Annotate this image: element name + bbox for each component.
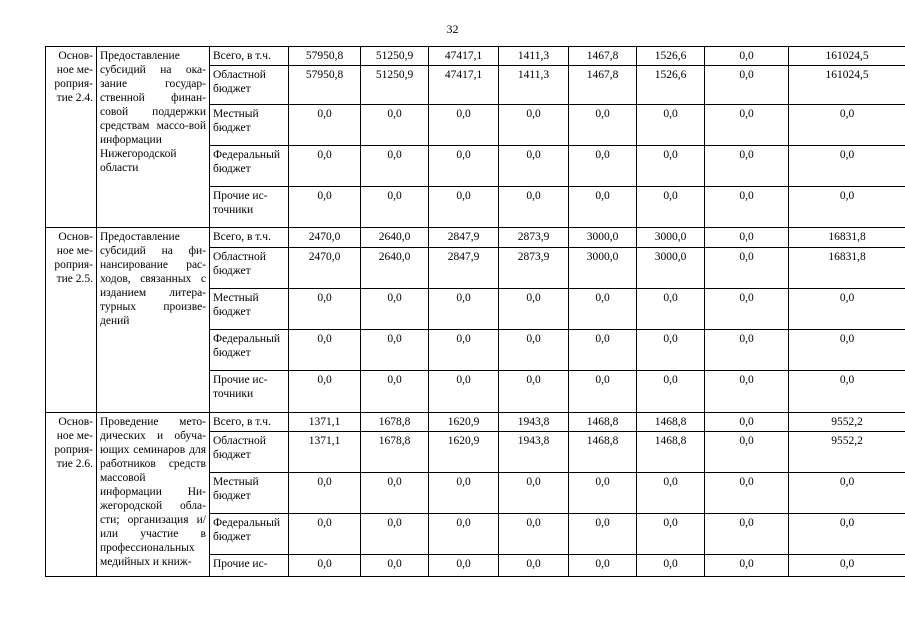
value-cell: 1467,8 (569, 47, 637, 66)
funding-source-label: Всего, в т.ч. (213, 50, 271, 62)
value-cell: 0,0 (637, 187, 705, 228)
funding-source-label: Федеральный бюджет (213, 149, 280, 175)
value-cell: 0,0 (705, 105, 789, 146)
funding-source-cell (210, 187, 289, 228)
funding-source-label: Областной бюджет (213, 435, 266, 461)
value-cell: 57950,8 (289, 47, 361, 66)
value-cell: 0,0 (429, 105, 499, 146)
value-cell: 1411,3 (499, 66, 569, 105)
value-cell: 0,0 (569, 473, 637, 514)
value-cell: 0,0 (429, 514, 499, 555)
value-cell: 0,0 (569, 146, 637, 187)
funding-source-label: Областной бюджет (213, 69, 266, 95)
value-cell: 0,0 (289, 187, 361, 228)
funding-source-cell (210, 413, 289, 432)
value-cell: 0,0 (289, 514, 361, 555)
value-cell: 9552,2 (789, 432, 905, 473)
value-cell: 0,0 (429, 289, 499, 330)
value-cell: 0,0 (499, 514, 569, 555)
table-row (46, 413, 905, 432)
value-cell: 0,0 (705, 187, 789, 228)
value-cell: 0,0 (569, 187, 637, 228)
value-cell: 2873,9 (499, 228, 569, 248)
value-cell: 2640,0 (361, 248, 429, 289)
value-cell: 2470,0 (289, 248, 361, 289)
value-cell: 0,0 (361, 289, 429, 330)
funding-source-label: Областной бюджет (213, 251, 266, 277)
funding-source-label: Федеральный бюджет (213, 517, 280, 543)
value-cell: 0,0 (789, 330, 905, 371)
value-cell: 0,0 (429, 187, 499, 228)
value-cell: 0,0 (499, 105, 569, 146)
value-cell: 0,0 (569, 105, 637, 146)
value-cell: 0,0 (499, 473, 569, 514)
value-cell: 0,0 (429, 555, 499, 577)
value-cell: 161024,5 (789, 47, 905, 66)
event-label: Основ- ное ме- роприя- тие 2.6. (54, 416, 93, 470)
funding-source-cell (210, 66, 289, 105)
event-label: Основ- ное ме- роприя- тие 2.4. (54, 50, 93, 104)
funding-source-cell (210, 473, 289, 514)
value-cell: 0,0 (705, 413, 789, 432)
value-cell: 16831,8 (789, 248, 905, 289)
value-cell: 1678,8 (361, 432, 429, 473)
value-cell: 0,0 (789, 473, 905, 514)
value-cell: 2847,9 (429, 228, 499, 248)
value-cell: 57950,8 (289, 66, 361, 105)
value-cell: 0,0 (637, 105, 705, 146)
value-cell: 0,0 (429, 146, 499, 187)
value-cell: 0,0 (637, 371, 705, 413)
value-cell: 0,0 (361, 187, 429, 228)
value-cell: 0,0 (637, 146, 705, 187)
value-cell: 51250,9 (361, 66, 429, 105)
value-cell: 0,0 (789, 371, 905, 413)
funding-source-label: Прочие ис- точники (213, 374, 268, 400)
funding-source-cell (210, 289, 289, 330)
funding-source-cell (210, 146, 289, 187)
description-cell (97, 47, 210, 228)
value-cell: 0,0 (705, 371, 789, 413)
value-cell: 0,0 (499, 371, 569, 413)
value-cell: 1943,8 (499, 413, 569, 432)
value-cell: 0,0 (637, 473, 705, 514)
value-cell: 2640,0 (361, 228, 429, 248)
value-cell: 1468,8 (637, 413, 705, 432)
value-cell: 1371,1 (289, 413, 361, 432)
value-cell: 1620,9 (429, 413, 499, 432)
value-cell: 1678,8 (361, 413, 429, 432)
value-cell: 0,0 (705, 514, 789, 555)
value-cell: 0,0 (429, 473, 499, 514)
value-cell: 0,0 (705, 146, 789, 187)
value-cell: 3000,0 (569, 228, 637, 248)
value-cell: 0,0 (429, 330, 499, 371)
funding-source-cell (210, 330, 289, 371)
funding-source-label: Федеральный бюджет (213, 333, 280, 359)
page-number: 32 (446, 22, 459, 36)
value-cell: 1526,6 (637, 47, 705, 66)
funding-source-cell (210, 514, 289, 555)
value-cell: 0,0 (289, 105, 361, 146)
value-cell: 0,0 (569, 555, 637, 577)
value-cell: 1467,8 (569, 66, 637, 105)
value-cell: 0,0 (705, 248, 789, 289)
funding-source-cell (210, 371, 289, 413)
table-row (46, 47, 905, 66)
value-cell: 2470,0 (289, 228, 361, 248)
value-cell: 1526,6 (637, 66, 705, 105)
funding-source-label: Всего, в т.ч. (213, 416, 271, 428)
description-cell (97, 228, 210, 413)
funding-source-label: Местный бюджет (213, 108, 259, 134)
value-cell: 51250,9 (361, 47, 429, 66)
value-cell: 0,0 (289, 330, 361, 371)
value-cell: 0,0 (705, 47, 789, 66)
value-cell: 2873,9 (499, 248, 569, 289)
funding-source-cell (210, 555, 289, 577)
value-cell: 9552,2 (789, 413, 905, 432)
value-cell: 0,0 (289, 473, 361, 514)
event-label: Основ- ное ме- роприя- тие 2.5. (54, 231, 93, 285)
table-row (46, 228, 905, 248)
value-cell: 0,0 (499, 146, 569, 187)
value-cell: 0,0 (289, 371, 361, 413)
value-cell: 0,0 (289, 289, 361, 330)
value-cell: 0,0 (789, 289, 905, 330)
value-cell: 0,0 (705, 555, 789, 577)
description-cell (97, 413, 210, 577)
funding-source-label: Прочие ис- (213, 558, 268, 570)
value-cell: 2847,9 (429, 248, 499, 289)
funding-source-label: Всего, в т.ч. (213, 231, 271, 243)
value-cell: 0,0 (637, 555, 705, 577)
funding-source-cell (210, 432, 289, 473)
funding-source-cell (210, 47, 289, 66)
funding-source-label: Местный бюджет (213, 292, 259, 318)
value-cell: 0,0 (705, 473, 789, 514)
value-cell: 0,0 (705, 66, 789, 105)
value-cell: 0,0 (789, 514, 905, 555)
value-cell: 0,0 (361, 105, 429, 146)
value-cell: 161024,5 (789, 66, 905, 105)
funding-source-cell (210, 248, 289, 289)
value-cell: 1411,3 (499, 47, 569, 66)
value-cell: 0,0 (569, 514, 637, 555)
value-cell: 47417,1 (429, 47, 499, 66)
value-cell: 0,0 (637, 330, 705, 371)
value-cell: 0,0 (361, 371, 429, 413)
budget-table (45, 46, 905, 577)
value-cell: 1468,8 (569, 432, 637, 473)
value-cell: 3000,0 (637, 248, 705, 289)
value-cell: 0,0 (789, 555, 905, 577)
value-cell: 0,0 (569, 330, 637, 371)
value-cell: 0,0 (289, 555, 361, 577)
value-cell: 0,0 (361, 473, 429, 514)
value-cell: 1371,1 (289, 432, 361, 473)
event-cell (46, 47, 97, 228)
event-cell (46, 413, 97, 577)
funding-source-cell (210, 105, 289, 146)
value-cell: 1620,9 (429, 432, 499, 473)
description-text: Предоставление субсидий на ока-зание государ-ственной финан-совой поддержки средствам массо-вой информации Нижегородской области (100, 50, 206, 174)
value-cell: 0,0 (499, 330, 569, 371)
value-cell: 0,0 (789, 105, 905, 146)
value-cell: 0,0 (705, 330, 789, 371)
value-cell: 0,0 (637, 514, 705, 555)
funding-source-label: Прочие ис- точники (213, 190, 268, 216)
funding-source-label: Местный бюджет (213, 476, 259, 502)
description-text: Проведение мето-дических и обуча-ющих семинаров для работников средств массовой информации Ни-жегородской обла-сти; организация и/или участие в профессиональных медийных и книж- (100, 416, 206, 568)
value-cell: 0,0 (569, 289, 637, 330)
value-cell: 0,0 (289, 146, 361, 187)
value-cell: 0,0 (705, 289, 789, 330)
value-cell: 0,0 (499, 555, 569, 577)
event-cell (46, 228, 97, 413)
description-text: Предоставление субсидий на фи-нансирование рас-ходов, связанных с изданием литера-турных произве-дений (100, 231, 206, 327)
value-cell: 0,0 (499, 289, 569, 330)
value-cell: 1468,8 (637, 432, 705, 473)
value-cell: 3000,0 (637, 228, 705, 248)
value-cell: 0,0 (361, 514, 429, 555)
value-cell: 0,0 (705, 228, 789, 248)
value-cell: 16831,8 (789, 228, 905, 248)
value-cell: 0,0 (429, 371, 499, 413)
value-cell: 0,0 (789, 146, 905, 187)
value-cell: 0,0 (361, 330, 429, 371)
value-cell: 0,0 (789, 187, 905, 228)
value-cell: 0,0 (637, 289, 705, 330)
value-cell: 3000,0 (569, 248, 637, 289)
value-cell: 47417,1 (429, 66, 499, 105)
funding-source-cell (210, 228, 289, 248)
value-cell: 0,0 (705, 432, 789, 473)
value-cell: 0,0 (361, 146, 429, 187)
value-cell: 1943,8 (499, 432, 569, 473)
value-cell: 1468,8 (569, 413, 637, 432)
value-cell: 0,0 (499, 187, 569, 228)
value-cell: 0,0 (569, 371, 637, 413)
value-cell: 0,0 (361, 555, 429, 577)
